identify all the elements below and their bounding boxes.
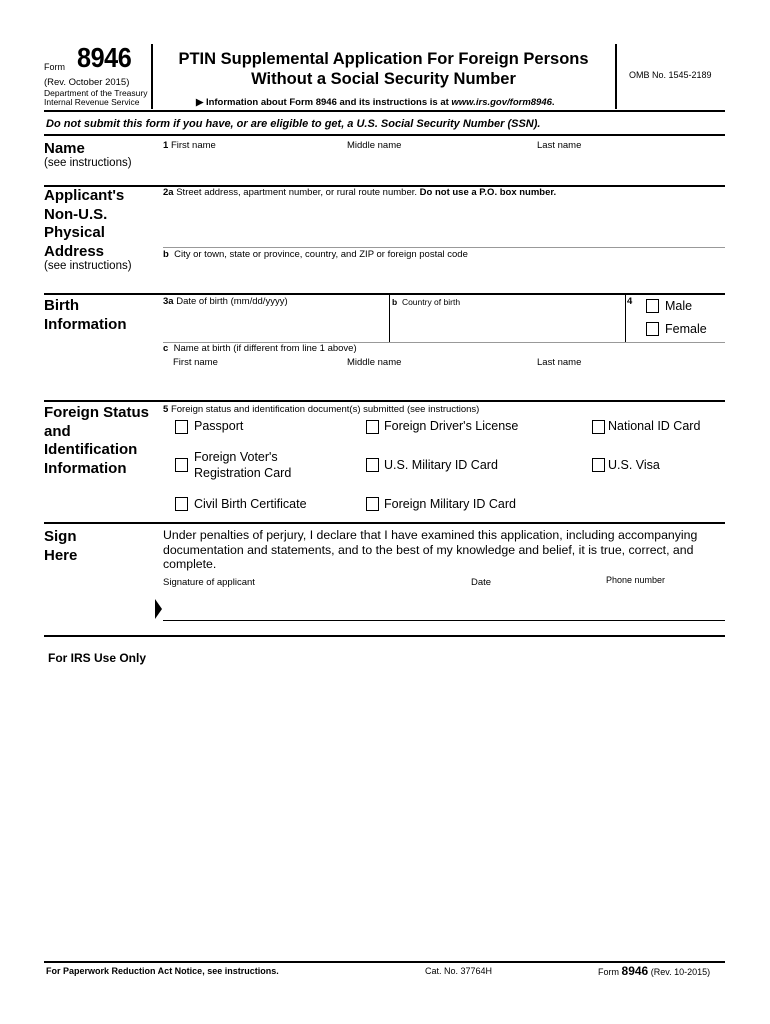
female-checkbox[interactable]: [646, 322, 659, 336]
passport-label: Passport: [194, 419, 244, 433]
drivers-license-checkbox[interactable]: [366, 420, 379, 434]
voter-registration-label: Foreign Voter's Registration Card: [194, 450, 292, 480]
voter-registration-checkbox[interactable]: [175, 458, 188, 472]
line1-middle-name-label: Middle name: [347, 140, 402, 151]
middle-name-field[interactable]: [347, 152, 536, 184]
line1-last-name-label: Last name: [537, 140, 582, 151]
drivers-license-label: Foreign Driver's License: [384, 419, 519, 433]
date-label: Date: [471, 577, 492, 588]
form-title: [152, 49, 615, 89]
foreign-status-section-title: Foreign Status and Identification Information: [44, 404, 150, 477]
national-id-label: National ID Card: [608, 419, 701, 433]
date-field[interactable]: [466, 590, 596, 620]
us-military-id-checkbox[interactable]: [366, 458, 379, 472]
arrow-right-icon: ▶: [196, 97, 204, 108]
ssn-notice: Do not submit this form if you have, or are eligible to get, a U.S. Social Security Number (SSN).: [46, 118, 541, 130]
name-section-note: (see instructions): [44, 157, 132, 169]
catalog-number: Cat. No. 37764H: [425, 966, 493, 976]
sign-here-title: Sign Here: [44, 528, 78, 564]
last-name-field[interactable]: [537, 152, 725, 184]
us-visa-label: U.S. Visa: [608, 458, 660, 472]
line3b-label: b Country of birth: [392, 297, 461, 307]
national-id-checkbox[interactable]: [592, 420, 605, 434]
line2b-label: b City or town, state or province, country, and ZIP or foreign postal code: [163, 249, 468, 260]
line5-label: 5 Foreign status and identification document(s) submitted (see instructions): [163, 404, 480, 415]
name-section-title: Name: [44, 140, 85, 157]
line1-first-name-label: 1 First name: [163, 140, 216, 151]
form-title-line1: PTIN Supplemental Application For Foreign Persons: [178, 50, 589, 68]
street-address-field[interactable]: [163, 200, 725, 246]
phone-label: Phone number: [606, 575, 666, 585]
info-url[interactable]: www.irs.gov/form8946: [451, 97, 552, 108]
line2a-label: 2a Street address, apartment number, or rural route number. Do not use a P.O. box number.: [163, 187, 557, 198]
line3c-label: c Name at birth (if different from line 1 above): [163, 343, 357, 354]
us-visa-checkbox[interactable]: [592, 458, 605, 472]
line4-number: 4: [627, 296, 633, 307]
line3a-label: 3a Date of birth (mm/dd/yyyy): [163, 296, 288, 307]
info-end: .: [551, 97, 555, 108]
city-postal-field[interactable]: [163, 262, 725, 292]
birth-section-title: Birth Information: [44, 297, 127, 333]
birth-middle-name-field[interactable]: [347, 370, 536, 398]
info-text: Information about Form 8946 and its instructions is at: [205, 97, 452, 108]
info-line: [196, 97, 555, 108]
signature-field[interactable]: [164, 590, 464, 620]
passport-checkbox[interactable]: [175, 420, 188, 434]
department-line: Department of the Treasury: [44, 88, 148, 98]
address-section-title: Applicant's Non-U.S. Physical Address: [44, 187, 125, 260]
male-label: Male: [665, 299, 693, 313]
birth-last-name-field[interactable]: [537, 370, 725, 398]
omb-number: OMB No. 1545-2189: [629, 70, 712, 80]
agency-line: Internal Revenue Service: [44, 97, 140, 107]
perjury-declaration: Under penalties of perjury, I declare that I have examined this application, including accompanying documentation and statements, and to the best of my knowledge and belief, it is true, correct, and complete.: [163, 528, 698, 571]
civil-birth-certificate-label: Civil Birth Certificate: [194, 497, 307, 511]
country-of-birth-field[interactable]: [391, 308, 624, 341]
birth-first-name-label: First name: [173, 357, 218, 368]
foreign-military-id-checkbox[interactable]: [366, 497, 379, 511]
first-name-field[interactable]: [163, 152, 346, 184]
paperwork-notice: For Paperwork Reduction Act Notice, see instructions.: [46, 966, 279, 976]
date-of-birth-field[interactable]: [163, 308, 388, 341]
birth-middle-name-label: Middle name: [347, 357, 402, 368]
foreign-military-id-label: Foreign Military ID Card: [384, 497, 516, 511]
us-military-id-label: U.S. Military ID Card: [384, 458, 498, 472]
phone-field[interactable]: [600, 590, 725, 620]
irs-use-only-label: For IRS Use Only: [48, 651, 147, 665]
form-title-line2: Without a Social Security Number: [251, 70, 516, 88]
form-label: Form: [44, 62, 65, 72]
signature-label: Signature of applicant: [163, 577, 255, 588]
birth-first-name-field[interactable]: [163, 370, 346, 398]
footer-form-id: Form 8946 (Rev. 10-2015): [598, 964, 711, 978]
male-checkbox[interactable]: [646, 299, 659, 313]
female-label: Female: [665, 322, 707, 336]
form-revision: (Rev. October 2015): [44, 77, 130, 88]
civil-birth-certificate-checkbox[interactable]: [175, 497, 188, 511]
address-section-note: (see instructions): [44, 260, 132, 272]
form-number: 8946: [77, 42, 132, 73]
signature-arrow-icon: [154, 598, 164, 620]
birth-last-name-label: Last name: [537, 357, 582, 368]
